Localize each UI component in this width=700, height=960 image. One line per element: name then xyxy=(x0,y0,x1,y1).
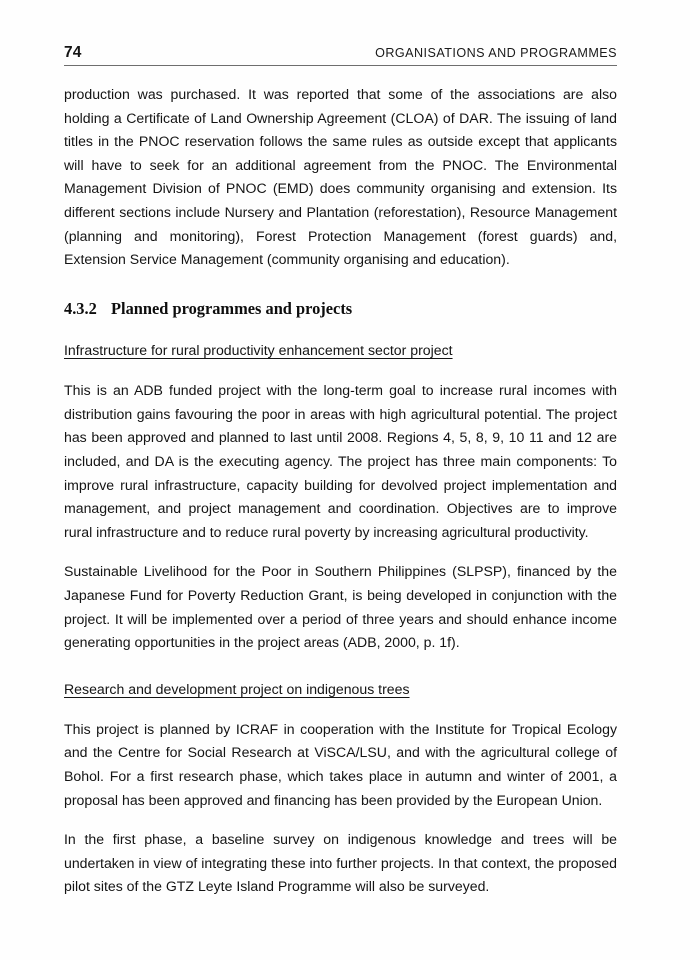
subsection-heading-2-label: Research and development project on indigenous trees xyxy=(64,680,410,697)
section-number: 4.3.2 xyxy=(64,298,97,318)
running-header xyxy=(64,44,617,66)
paragraph-continued: production was purchased. It was reported that some of the associations are also holding a Certificate of Land Ownership Agreement (CLOA) of DAR. The issuing of land titles in the PNOC reservation follows the same rules as outside except that applicants will have to seek for an additional agreement from the PNOC. The Environmental Management Division of PNOC (EMD) does community organising and extension. Its different sections include Nursery and Plantation (reforestation), Resource Management (planning and monitoring), Forest Protection Management (forest guards) and, Extension Service Management (community organising and education). xyxy=(64,86,617,268)
subsection-heading-1 xyxy=(64,340,617,361)
subsection-heading-2 xyxy=(64,679,617,700)
subsection-heading-1-label: Infrastructure for rural productivity enhancement sector project xyxy=(64,342,453,359)
subsection-1-paragraph-2: Sustainable Livelihood for the Poor in Southern Philippines (SLPSP), financed by the Japanese Fund for Poverty Reduction Grant, is being developed in conjunction with the project. It will be implemented over a period of three years and should enhance income generating opportunities in the project areas (ADB, 2000, p. 1f). xyxy=(64,563,617,651)
body-text-block xyxy=(64,83,617,899)
running-header-title: ORGANISATIONS AND PROGRAMMES xyxy=(375,46,617,60)
subsection-1-paragraph-1: This is an ADB funded project with the long-term goal to increase rural incomes with distribution gains favouring the poor in areas with high agricultural potential. The project has been approved and planned to last until 2008. Regions 4, 5, 8, 9, 10 11 and 12 are included, and DA is the executing agency. The project has three main components: To improve rural infrastructure, capacity building for devolved project implementation and management, and project management and coordination. Objectives are to improve rural infrastructure and to reduce rural poverty by increasing agricultural productivity. xyxy=(64,382,617,540)
section-title: Planned programmes and projects xyxy=(111,298,353,318)
section-heading xyxy=(64,299,617,320)
subsection-2-paragraph-1: This project is planned by ICRAF in cooperation with the Institute for Tropical Ecology and the Centre for Social Research at ViSCA/LSU, and with the agricultural college of Bohol. For a first research phase, which takes place in autumn and winter of 2001, a proposal has been approved and financing has been provided by the European Union. xyxy=(64,720,617,808)
subsection-2-paragraph-2: In the first phase, a baseline survey on indigenous knowledge and trees will be undertaken in view of integrating these into further projects. In that context, the proposed pilot sites of the GTZ Leyte Island Programme will also be surveyed. xyxy=(64,831,617,895)
page-content xyxy=(64,44,617,899)
page-number: 74 xyxy=(64,44,82,61)
